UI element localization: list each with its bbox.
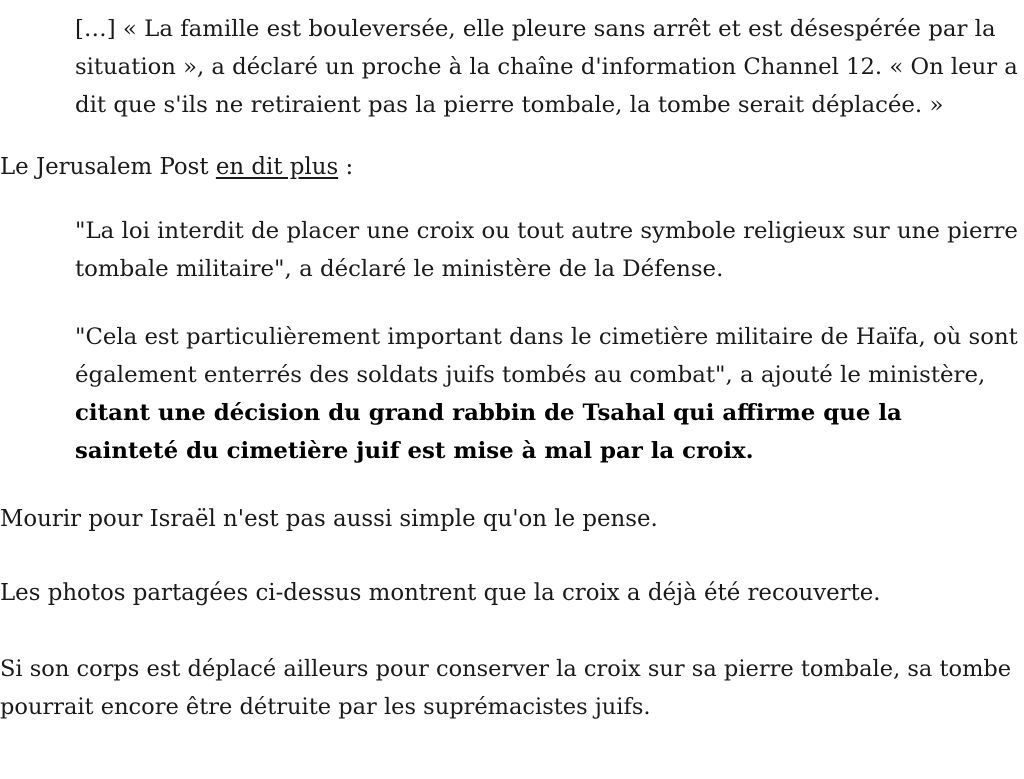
quote-line: également enterrés des soldats juifs tombés au combat", a ajouté le ministère, xyxy=(75,362,986,388)
en-dit-plus-link[interactable]: en dit plus xyxy=(215,154,339,180)
quote-line: "Cela est particulièrement important dans le cimetière militaire de Haïfa, où sont xyxy=(75,324,1018,350)
paragraph-photos: Les photos partagées ci-dessus montrent que la croix a déjà été recouverte. xyxy=(0,580,881,606)
quote-line: "La loi interdit de placer une croix ou tout autre symbole religieux sur une pierre xyxy=(75,218,1018,244)
article-body xyxy=(0,10,1024,726)
quote-bold-line: sainteté du cimetière juif est mise à mal par la croix. xyxy=(75,438,754,464)
intro-text-after: : xyxy=(338,154,354,180)
intro-paragraph xyxy=(0,148,1024,186)
quote-bold-line: citant une décision du grand rabbin de Tsahal qui affirme que la xyxy=(75,400,902,426)
quote-line: […] « La famille est bouleversée, elle pleure sans arrêt et est désespérée par la xyxy=(75,16,996,42)
quote-line: dit que s'ils ne retiraient pas la pierre tombale, la tombe serait déplacée. » xyxy=(75,92,944,118)
paragraph-line: Si son corps est déplacé ailleurs pour conserver la croix sur sa pierre tombale, sa tombe xyxy=(0,656,1012,682)
quote-haifa-cemetery xyxy=(0,318,1024,470)
quote-line: situation », a déclaré un proche à la chaîne d'information Channel 12. « On leur a xyxy=(75,54,1018,80)
intro-text-before: Le Jerusalem Post xyxy=(0,154,216,180)
quote-defense-ministry xyxy=(0,212,1024,288)
paragraph-conclusion xyxy=(0,650,1024,726)
paragraph-mourir: Mourir pour Israël n'est pas aussi simple qu'on le pense. xyxy=(0,506,658,532)
quote-family-statement xyxy=(0,10,1024,124)
quote-line: tombale militaire", a déclaré le ministère de la Défense. xyxy=(75,256,724,282)
paragraph-line: pourrait encore être détruite par les suprémacistes juifs. xyxy=(0,694,651,720)
